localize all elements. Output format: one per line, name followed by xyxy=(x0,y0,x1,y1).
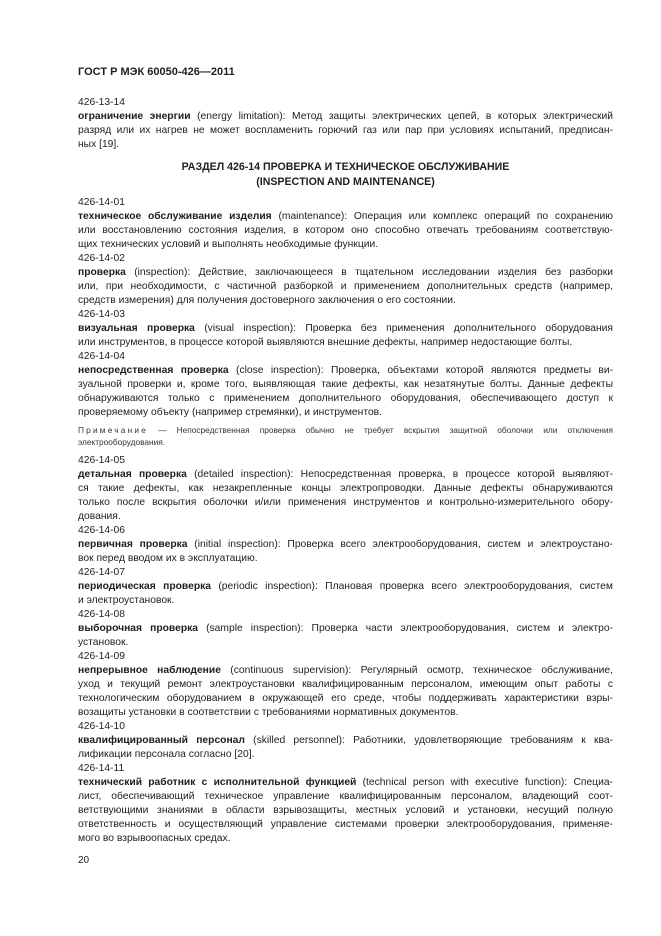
document-body xyxy=(78,96,613,868)
definition-text: только после вскрытия оболочки и/или применения инструментов и контрольно-измерительного обору- xyxy=(78,497,613,508)
definition-line xyxy=(78,664,613,678)
definition-line xyxy=(78,818,613,832)
section-subtitle: (INSPECTION AND MAINTENANCE) xyxy=(256,176,435,188)
definition-text: : Проверка без применения дополнительного оборудования xyxy=(293,323,613,334)
term-english: (continuous supervision) xyxy=(220,665,349,676)
definition-text: : Проверка, объектами которой являются предметы ви- xyxy=(320,365,614,376)
definition-text: возащиты установки в соответствии с требованиями нормативных документов. xyxy=(78,707,459,718)
term-name: техническое обслуживание изделия xyxy=(78,211,272,222)
note-line xyxy=(78,436,613,448)
entry-number: 426-14-10 xyxy=(78,721,125,732)
term-name: визуальная проверка xyxy=(78,323,195,334)
term-english: (periodic inspection) xyxy=(211,581,315,592)
definition-text: или инструментов, в процессе которой выявляются внешние дефекты, например недостающие болты. xyxy=(78,337,573,348)
entry-number: 426-13-14 xyxy=(78,97,125,108)
entry-number: 426-14-04 xyxy=(78,351,125,362)
definition-line xyxy=(78,294,613,308)
definition-text: зуальной проверки и, кроме того, выявляющая такие дефекты, как незатянутые болты. Данные дефекты xyxy=(78,379,613,390)
definition-line xyxy=(78,266,613,280)
term-english: (inspection) xyxy=(125,267,188,278)
definition-text: ных [19]. xyxy=(78,139,120,150)
term-name: детальная проверка xyxy=(78,469,187,480)
term-entry xyxy=(78,350,613,448)
term-entry xyxy=(78,762,613,846)
definition-text: : Действие, заключающееся в тщательном исследовании изделия без разборки xyxy=(187,267,613,278)
note-label: Примечание xyxy=(78,425,149,435)
definition-line xyxy=(78,622,613,636)
term-name: периодическая проверка xyxy=(78,581,211,592)
definition-text: : Операция или комплекс операций по сохранению xyxy=(344,211,613,222)
term-entry xyxy=(78,252,613,308)
definition-line xyxy=(78,210,613,224)
definition-line xyxy=(78,468,613,482)
definition-line xyxy=(78,482,613,496)
term-name: выборочная проверка xyxy=(78,623,199,634)
term-english: (detailed inspection) xyxy=(186,469,291,480)
definition-line xyxy=(78,280,613,294)
term-entry xyxy=(78,566,613,608)
definition-text: : Непосредственная проверка, в процессе которой выявляют- xyxy=(290,469,614,480)
definition-line xyxy=(78,734,613,748)
definition-line xyxy=(78,580,613,594)
definition-text: уход и текущий ремонт электроустановки квалифицированным персоналом, имеющим опыт работы с xyxy=(78,679,613,690)
entry-number: 426-14-05 xyxy=(78,455,125,466)
term-entry xyxy=(78,308,613,350)
page-number: 20 xyxy=(78,855,90,866)
term-entry xyxy=(78,650,613,720)
term-name: проверка xyxy=(78,267,126,278)
term-english: (skilled personnel) xyxy=(244,735,343,746)
definition-line xyxy=(78,748,613,762)
definition-text: вок перед вводом их в эксплуатацию. xyxy=(78,553,258,564)
definition-line xyxy=(78,392,613,406)
term-entry xyxy=(78,608,613,650)
definition-text: : Метод защиты электрических цепей, в которых электрический xyxy=(282,111,614,122)
entry-number: 426-14-02 xyxy=(78,253,125,264)
definition-text: установок. xyxy=(78,637,129,648)
entry-number: 426-14-11 xyxy=(78,763,125,774)
definition-line xyxy=(78,804,613,818)
definition-line xyxy=(78,224,613,238)
term-name: первичная проверка xyxy=(78,539,188,550)
definition-text: : Плановая проверка всего электрооборудования, систем xyxy=(314,581,613,592)
definition-line xyxy=(78,510,613,524)
definition-line xyxy=(78,832,613,846)
term-entry xyxy=(78,720,613,762)
note-line xyxy=(78,424,613,436)
definition-text: : Проверка всего электрооборудования, систем и электроустано- xyxy=(277,539,613,550)
definition-line xyxy=(78,322,613,336)
term-english: (technical person with executive function) xyxy=(356,777,565,788)
term-english: (close inspection) xyxy=(228,365,321,376)
term-name: непосредственная проверка xyxy=(78,365,229,376)
note-text: электрооборудования. xyxy=(78,437,166,447)
term-entries xyxy=(78,196,613,846)
definition-line xyxy=(78,364,613,378)
definition-text: : Регулярный осмотр, техническое обслуживание, xyxy=(348,665,614,676)
definition-line xyxy=(78,138,613,152)
entry-number: 426-14-03 xyxy=(78,309,125,320)
definition-line xyxy=(78,406,613,420)
definition-line xyxy=(78,678,613,692)
definition-line xyxy=(78,636,613,650)
section-heading xyxy=(78,160,613,190)
definition-text: проверяемому объекту (например стремянки), и инструментов. xyxy=(78,407,383,418)
document-header: ГОСТ Р МЭК 60050-426—2011 xyxy=(78,66,235,78)
term-name: непрерывное наблюдение xyxy=(78,665,221,676)
definition-line xyxy=(78,110,613,124)
definition-text: обнаруживаются только с применением дополнительного оборудования, обеспечивающего доступ к xyxy=(78,393,613,404)
term-english: (visual inspection) xyxy=(194,323,294,334)
definition-line xyxy=(78,790,613,804)
entry-number: 426-14-09 xyxy=(78,651,125,662)
term-entry xyxy=(78,524,613,566)
definition-line xyxy=(78,124,613,138)
definition-text: щих технических условий и выполнять необходимые функции. xyxy=(78,239,379,250)
term-english: (energy limitation) xyxy=(190,111,283,122)
definition-line xyxy=(78,336,613,350)
term-english: (sample inspection) xyxy=(198,623,301,634)
definition-text: : Работники, удовлетворяющие требованиям к ква- xyxy=(342,735,614,746)
definition-text: лификации персонала согласно [20]. xyxy=(78,749,255,760)
definition-line xyxy=(78,594,613,608)
definition-text: дования. xyxy=(78,511,121,522)
term-name: квалифицированный персонал xyxy=(78,735,245,746)
entry-number: 426-14-08 xyxy=(78,609,125,620)
definition-text: ся такие дефекты, как незакрепленные концы электропроводки. Данные дефекты обнаруживаются xyxy=(78,483,613,494)
definition-text: разряд или их нагрев не может воспламенить горючий газ или пар при условиях испытаний, предписан- xyxy=(78,125,613,136)
definition-line xyxy=(78,552,613,566)
definition-line xyxy=(78,378,613,392)
term-name: технический работник с исполнительной функцией xyxy=(78,777,357,788)
term-english: (maintenance) xyxy=(271,211,345,222)
term-name: ограничение энергии xyxy=(78,111,191,122)
definition-text: лист, обеспечивающий техническое управление квалифицированным персоналом, владеющий соот- xyxy=(78,791,613,802)
definition-text: или, при необходимости, с частичной разборкой и применением дополнительных средств (например, xyxy=(78,281,613,292)
definition-text: : Проверка части электрооборудования, систем и электро- xyxy=(300,623,614,634)
entry-number: 426-14-01 xyxy=(78,197,125,208)
term-english: (initial inspection) xyxy=(187,539,278,550)
section-title: РАЗДЕЛ 426-14 ПРОВЕРКА И ТЕХНИЧЕСКОЕ ОБСЛУЖИВАНИЕ xyxy=(181,161,510,173)
definition-line xyxy=(78,496,613,510)
definition-line xyxy=(78,776,613,790)
definition-text: : Специа- xyxy=(564,777,613,788)
entry-number: 426-14-07 xyxy=(78,567,125,578)
definition-text: или восстановлению состояния изделия, в котором оно способно отвечать требованиям соответствую- xyxy=(78,225,613,236)
term-entry xyxy=(78,196,613,252)
definition-text: мого во взрывоопасных средах. xyxy=(78,833,231,844)
definition-text: ветствующими знаниями в области взрывозащиты, местных условий и установки, несущий полную xyxy=(78,805,613,816)
definition-text: ответственность и осуществляющий управление системами проверки электрооборудования, применяе- xyxy=(78,819,613,830)
definition-text: средств измерения) для получения достоверного заключения о его состоянии. xyxy=(78,295,456,306)
definition-line xyxy=(78,706,613,720)
entry-number: 426-14-06 xyxy=(78,525,125,536)
definition-text: технологическим оборудованием в окружающей его среде, чтобы поддерживать характеристики взры- xyxy=(78,693,613,704)
definition-line xyxy=(78,692,613,706)
term-entry xyxy=(78,454,613,524)
note-block xyxy=(78,424,613,448)
definition-line xyxy=(78,538,613,552)
definition-line xyxy=(78,238,613,252)
definition-text: и электроустановок. xyxy=(78,595,175,606)
term-entry xyxy=(78,96,613,152)
note-text: — Непосредственная проверка обычно не требует вскрытия защитной оболочки или отключения xyxy=(148,425,613,435)
